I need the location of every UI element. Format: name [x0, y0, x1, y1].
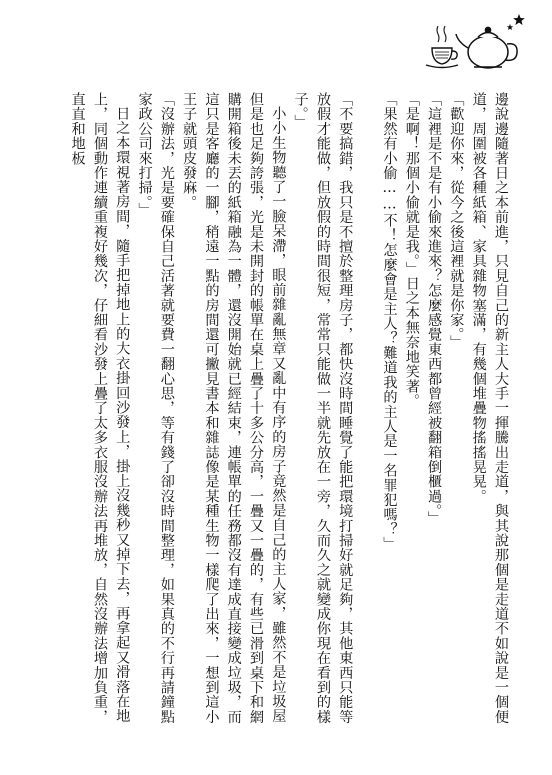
- paragraph-6: 「不要搞錯，我只是不擅於整理房子，都快沒時間睡覺了能把環境打掃好就足夠，其他東西只能等放假才能做，但放假的時間很短，常常只能做一半就先放在一旁，久而久之就變成你現在看到的樣子。」: [292, 92, 354, 725]
- star-icons: [507, 14, 525, 30]
- paragraph-1: 邊說邊隨著日之本前進，只見自己的新主人大手一揮騰出走道，與其說那個是走道不如說是一個便道，周圍被各種紙箱、家具雜物塞滿，有幾個堆疊物搖搖晃晃。: [470, 92, 509, 725]
- paragraph-9: 日之本環視著房間，隨手把掉地上的大衣掛回沙發上，掛上沒幾秒又掉下去，再拿起又滑落在地上，同個動作連續重複好幾次，仔細看沙發上疊了太多衣服沒辦法再堆放，自然沒辦法增加負重，直直和地板: [69, 92, 131, 725]
- paragraph-8: 「沒辦法，光是要確保自己活著就要費一翻心思，等有錢了卻沒時間整理，如果真的不行再請鐘點家政公司來打掃。」: [136, 92, 175, 725]
- teapot-teacup-ornament-icon: [418, 12, 530, 74]
- paragraph-7: 小小生物聽了一臉呆滯，眼前雜亂無章又亂中有序的房子竟然是自己的主人家，雖然不是垃圾屋但是也足夠誇張，光是未開封的帳單在桌上疊了十多公分高，一疊又一疊的，有些已滑到桌下和網購開箱後未丟的紙箱融為一體，還沒開始就已經結束，連帳單的任務都沒有達成直接變成垃圾，而這只是客廳的一腳，稍遠一點的房間還可撇見書本和雜誌像是某種生物一樣爬了出來，一想到這小王子就頭皮發麻。: [181, 92, 287, 725]
- teapot-icon: [456, 27, 517, 68]
- paragraph-3: 「這裡是不是有小偷來進來？怎麼感覺東西都曾經被翻箱倒櫃過。」: [426, 92, 443, 526]
- vertical-body-text: [42, 92, 512, 727]
- paragraph-5: 「果然有小偷……不！怎麼會是主人？難道我的主人是一名罪犯嗎？」: [381, 92, 398, 552]
- teacup-icon: [426, 26, 458, 68]
- paragraph-2: 「歡迎你來，從今之後這裡就是你家。」: [448, 92, 465, 350]
- paragraph-4: 「是啊！那個小偷就是我。」日之本無奈地笑著。: [403, 92, 420, 409]
